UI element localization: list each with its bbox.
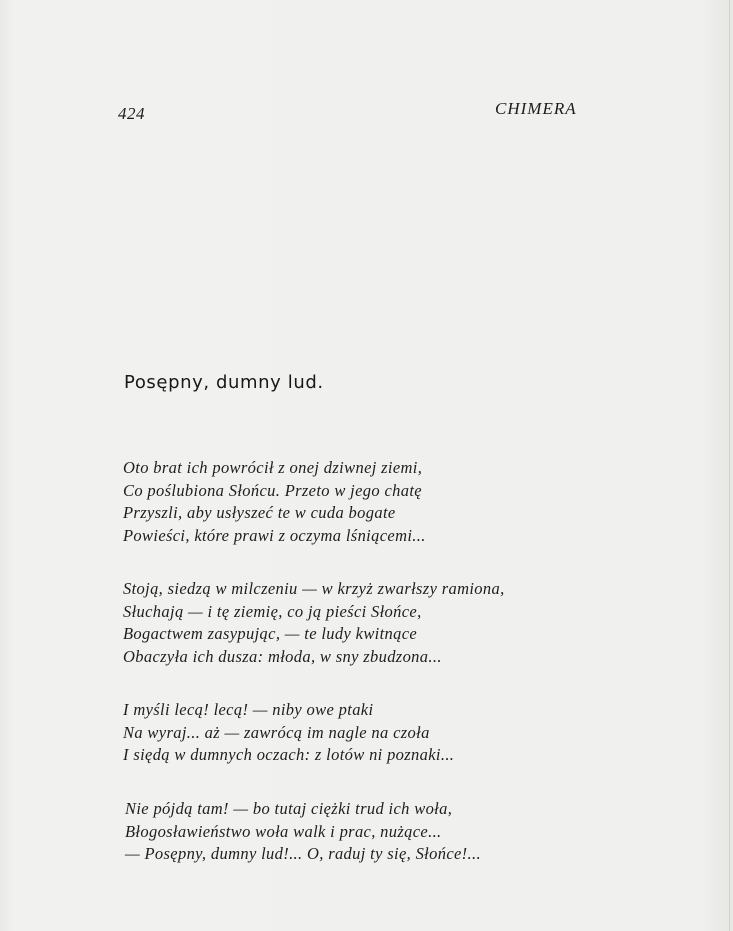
verse-line: Oto brat ich powrócił z onej dziwnej ziemi, (123, 458, 423, 477)
verse-line: Na wyraj... aż — zawrócą im nagle na czoła (123, 722, 430, 742)
page-edge (729, 0, 730, 931)
verse-line: I siędą w dumnych oczach: z lotów ni poznaki... (123, 745, 455, 764)
verse-line: Bogactwem zasypując, — te ludy kwitnące (123, 624, 418, 643)
verse-line: Słuchają — i tę ziemię, co ją pieści Słońce, (123, 601, 422, 621)
stanza-3 (123, 699, 454, 767)
stanza-2 (123, 578, 505, 668)
section-title: Posępny, dumny lud. (124, 372, 324, 393)
stanza-1 (123, 457, 426, 547)
verse-line: Błogosławieństwo woła walk i prac, nużące... (125, 821, 442, 841)
stanza-4 (125, 798, 481, 866)
verse-line: Obaczyła ich dusza: młoda, w sny zbudzona... (123, 646, 442, 666)
verse-line: Powieści, które prawi z oczyma lśniącemi... (123, 525, 426, 545)
verse-line: — Posępny, dumny lud!... O, raduj ty się, Słońce!... (125, 844, 481, 863)
running-title: CHIMERA (495, 99, 577, 118)
verse-line: I myśli lecą! lecą! — niby owe ptaki (123, 700, 374, 719)
verse-line: Co poślubiona Słońcu. Przeto w jego chatę (123, 480, 422, 500)
verse-line: Stoją, siedzą w milczeniu — w krzyż zwarłszy ramiona, (123, 579, 505, 598)
verse-line: Nie pójdą tam! — bo tutaj ciężki trud ich woła, (125, 799, 453, 818)
page-number: 424 (118, 104, 145, 123)
verse-line: Przyszli, aby usłyszeć te w cuda bogate (123, 503, 396, 522)
